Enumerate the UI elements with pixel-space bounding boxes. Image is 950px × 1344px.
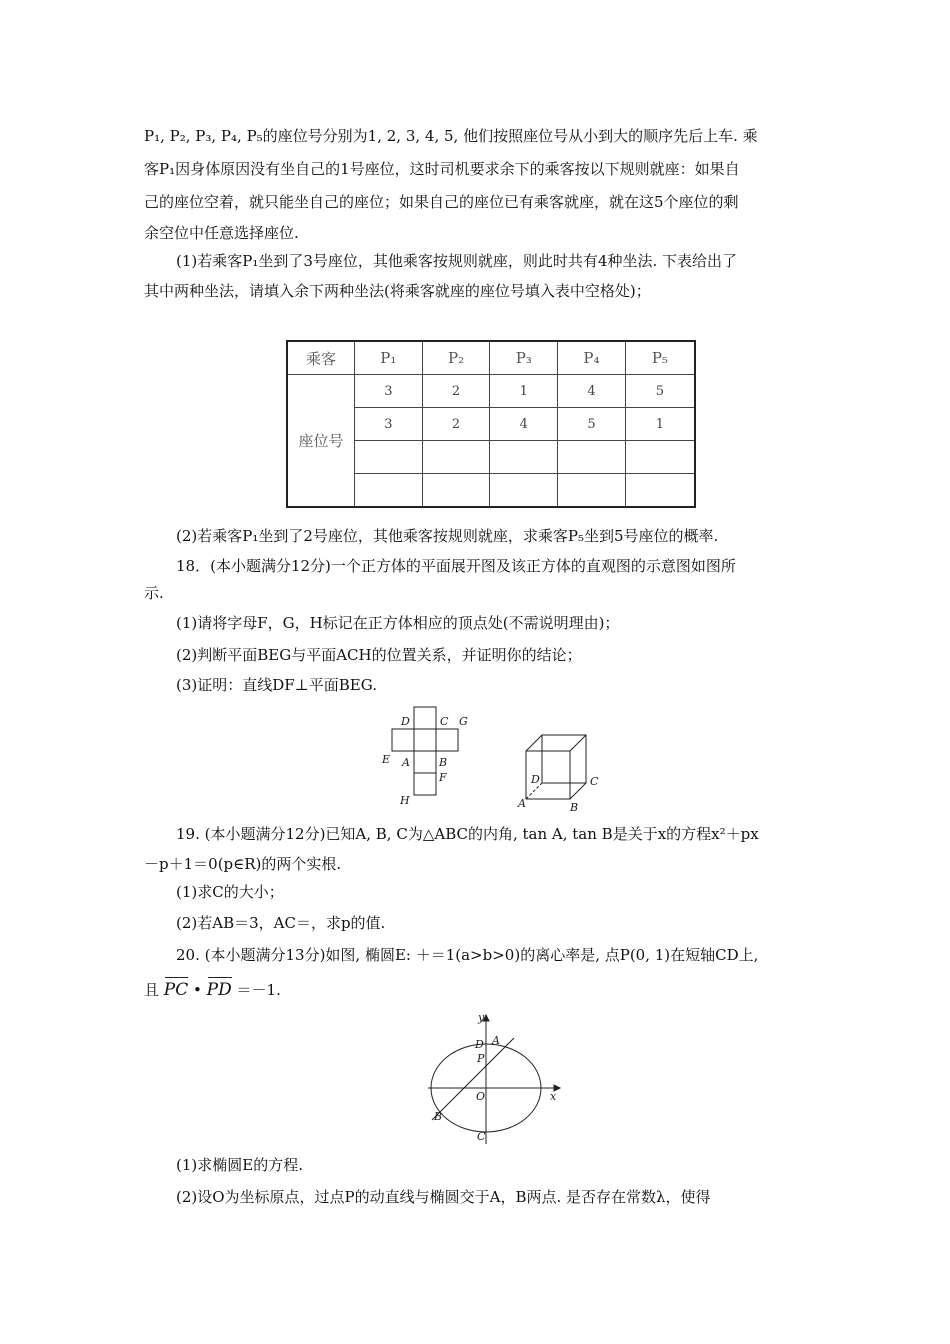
vector-pc: PC [164,975,188,1005]
q17-part1-line1: (1)若乘客P₁坐到了3号座位，其他乘客按规则就座，则此时共有4种坐法. 下表给出了 [176,252,737,270]
cube-label: D [531,773,540,786]
q18-part2: (2)判断平面BEG与平面ACH的位置关系，并证明你的结论； [176,646,582,664]
q19-line1: 19. (本小题满分12分)已知A, B, C为△ABC的内角, tan A, tan B是关于x的方程x²＋px [176,825,759,843]
empty-cell[interactable] [490,474,558,508]
table-cell: 1 [625,408,695,441]
cube-net-figure [378,700,478,812]
col-header: P₁ [355,341,423,375]
table-cell: 1 [490,375,558,408]
axis-x-label: x [550,1090,557,1103]
net-label: A [402,756,410,769]
col-header: P₄ [558,341,626,375]
cube-figure [512,725,612,819]
point-label: C [477,1130,486,1143]
q19-part2: (2)若AB＝3，AC＝，求p的值. [176,914,386,932]
point-label: P [477,1052,485,1065]
q20-line2 [144,975,808,1005]
q17-line2: 客P₁因身体原因没有坐自己的1号座位，这时司机要求余下的乘客按以下规则就座：如果自 [144,160,740,178]
q20-line1: 20. (本小题满分13分)如图, 椭圆E: ＋＝1(a>b>0)的离心率是, 点P(0, 1)在短轴CD上, [176,946,759,964]
row-label: 座位号 [287,375,355,508]
cube-label: A [518,797,526,810]
origin-label: O [476,1090,486,1103]
net-label: B [439,756,448,769]
q19-line2: －p＋1＝0(p∈R)的两个实根. [144,855,342,873]
col-header: P₂ [422,341,490,375]
net-label: C [440,715,449,728]
q18-part3: (3)证明：直线DF⊥平面BEG. [176,676,377,694]
table-cell: 4 [558,375,626,408]
q17-line1: P₁, P₂, P₃, P₄, P₅的座位号分别为1, 2, 3, 4, 5, 他们按照座位号从小到大的顺序先后上车. 乘 [144,127,758,145]
empty-cell[interactable] [422,474,490,508]
q18-part1: (1)请将字母F，G，H标记在正方体相应的顶点处(不需说明理由)； [176,614,620,632]
table-cell: 3 [355,408,423,441]
point-label: B [434,1110,443,1123]
table-header-row [287,341,695,375]
empty-cell[interactable] [625,441,695,474]
cube-label: B [570,801,579,814]
net-label: G [459,715,468,728]
empty-cell[interactable] [490,441,558,474]
point-label: D [475,1038,484,1051]
net-label: E [382,753,391,766]
net-label: F [439,771,447,784]
empty-cell[interactable] [355,441,423,474]
table-cell: 3 [355,375,423,408]
ellipse-figure [420,1010,565,1152]
q20-part2: (2)设O为坐标原点，过点P的动直线与椭圆交于A，B两点. 是否存在常数λ，使得 [176,1188,711,1206]
table-cell: 4 [490,408,558,441]
table-cell: 5 [625,375,695,408]
net-label: D [401,715,410,728]
q20-part1: (1)求椭圆E的方程. [176,1156,303,1174]
header-label: 乘客 [287,341,355,375]
q19-part1: (1)求C的大小； [176,883,284,901]
q17-part2: (2)若乘客P₁坐到了2号座位，其他乘客按规则就座，求乘客P₅坐到5号座位的概率. [176,527,719,545]
q18-line1: 18．(本小题满分12分)一个正方体的平面展开图及该正方体的直观图的示意图如图所 [176,557,736,575]
seat-table [286,340,696,508]
col-header: P₅ [625,341,695,375]
table-row [287,375,695,408]
table-cell: 2 [422,375,490,408]
empty-cell[interactable] [625,474,695,508]
col-header: P₃ [490,341,558,375]
empty-cell[interactable] [355,474,423,508]
q17-part1-line2: 其中两种坐法，请填入余下两种坐法(将乘客就座的座位号填入表中空格处)； [144,282,651,300]
q20-line2-suffix: ＝－1. [236,981,281,999]
cube-label: C [590,775,599,788]
q17-line3: 己的座位空着，就只能坐自己的座位；如果自己的座位已有乘客就座，就在这5个座位的剩 [144,193,739,211]
q17-line4: 余空位中任意选择座位. [144,224,299,242]
empty-cell[interactable] [558,474,626,508]
point-label: A [492,1034,500,1047]
net-label: H [400,794,410,807]
empty-cell[interactable] [558,441,626,474]
empty-cell[interactable] [422,441,490,474]
axis-y-label: y [478,1011,485,1024]
table-cell: 5 [558,408,626,441]
dot-operator: • [193,981,202,999]
vector-pd: PD [207,975,232,1005]
q20-line2-prefix: 且 [144,981,160,999]
table-cell: 2 [422,408,490,441]
q18-line2: 示. [144,584,164,602]
